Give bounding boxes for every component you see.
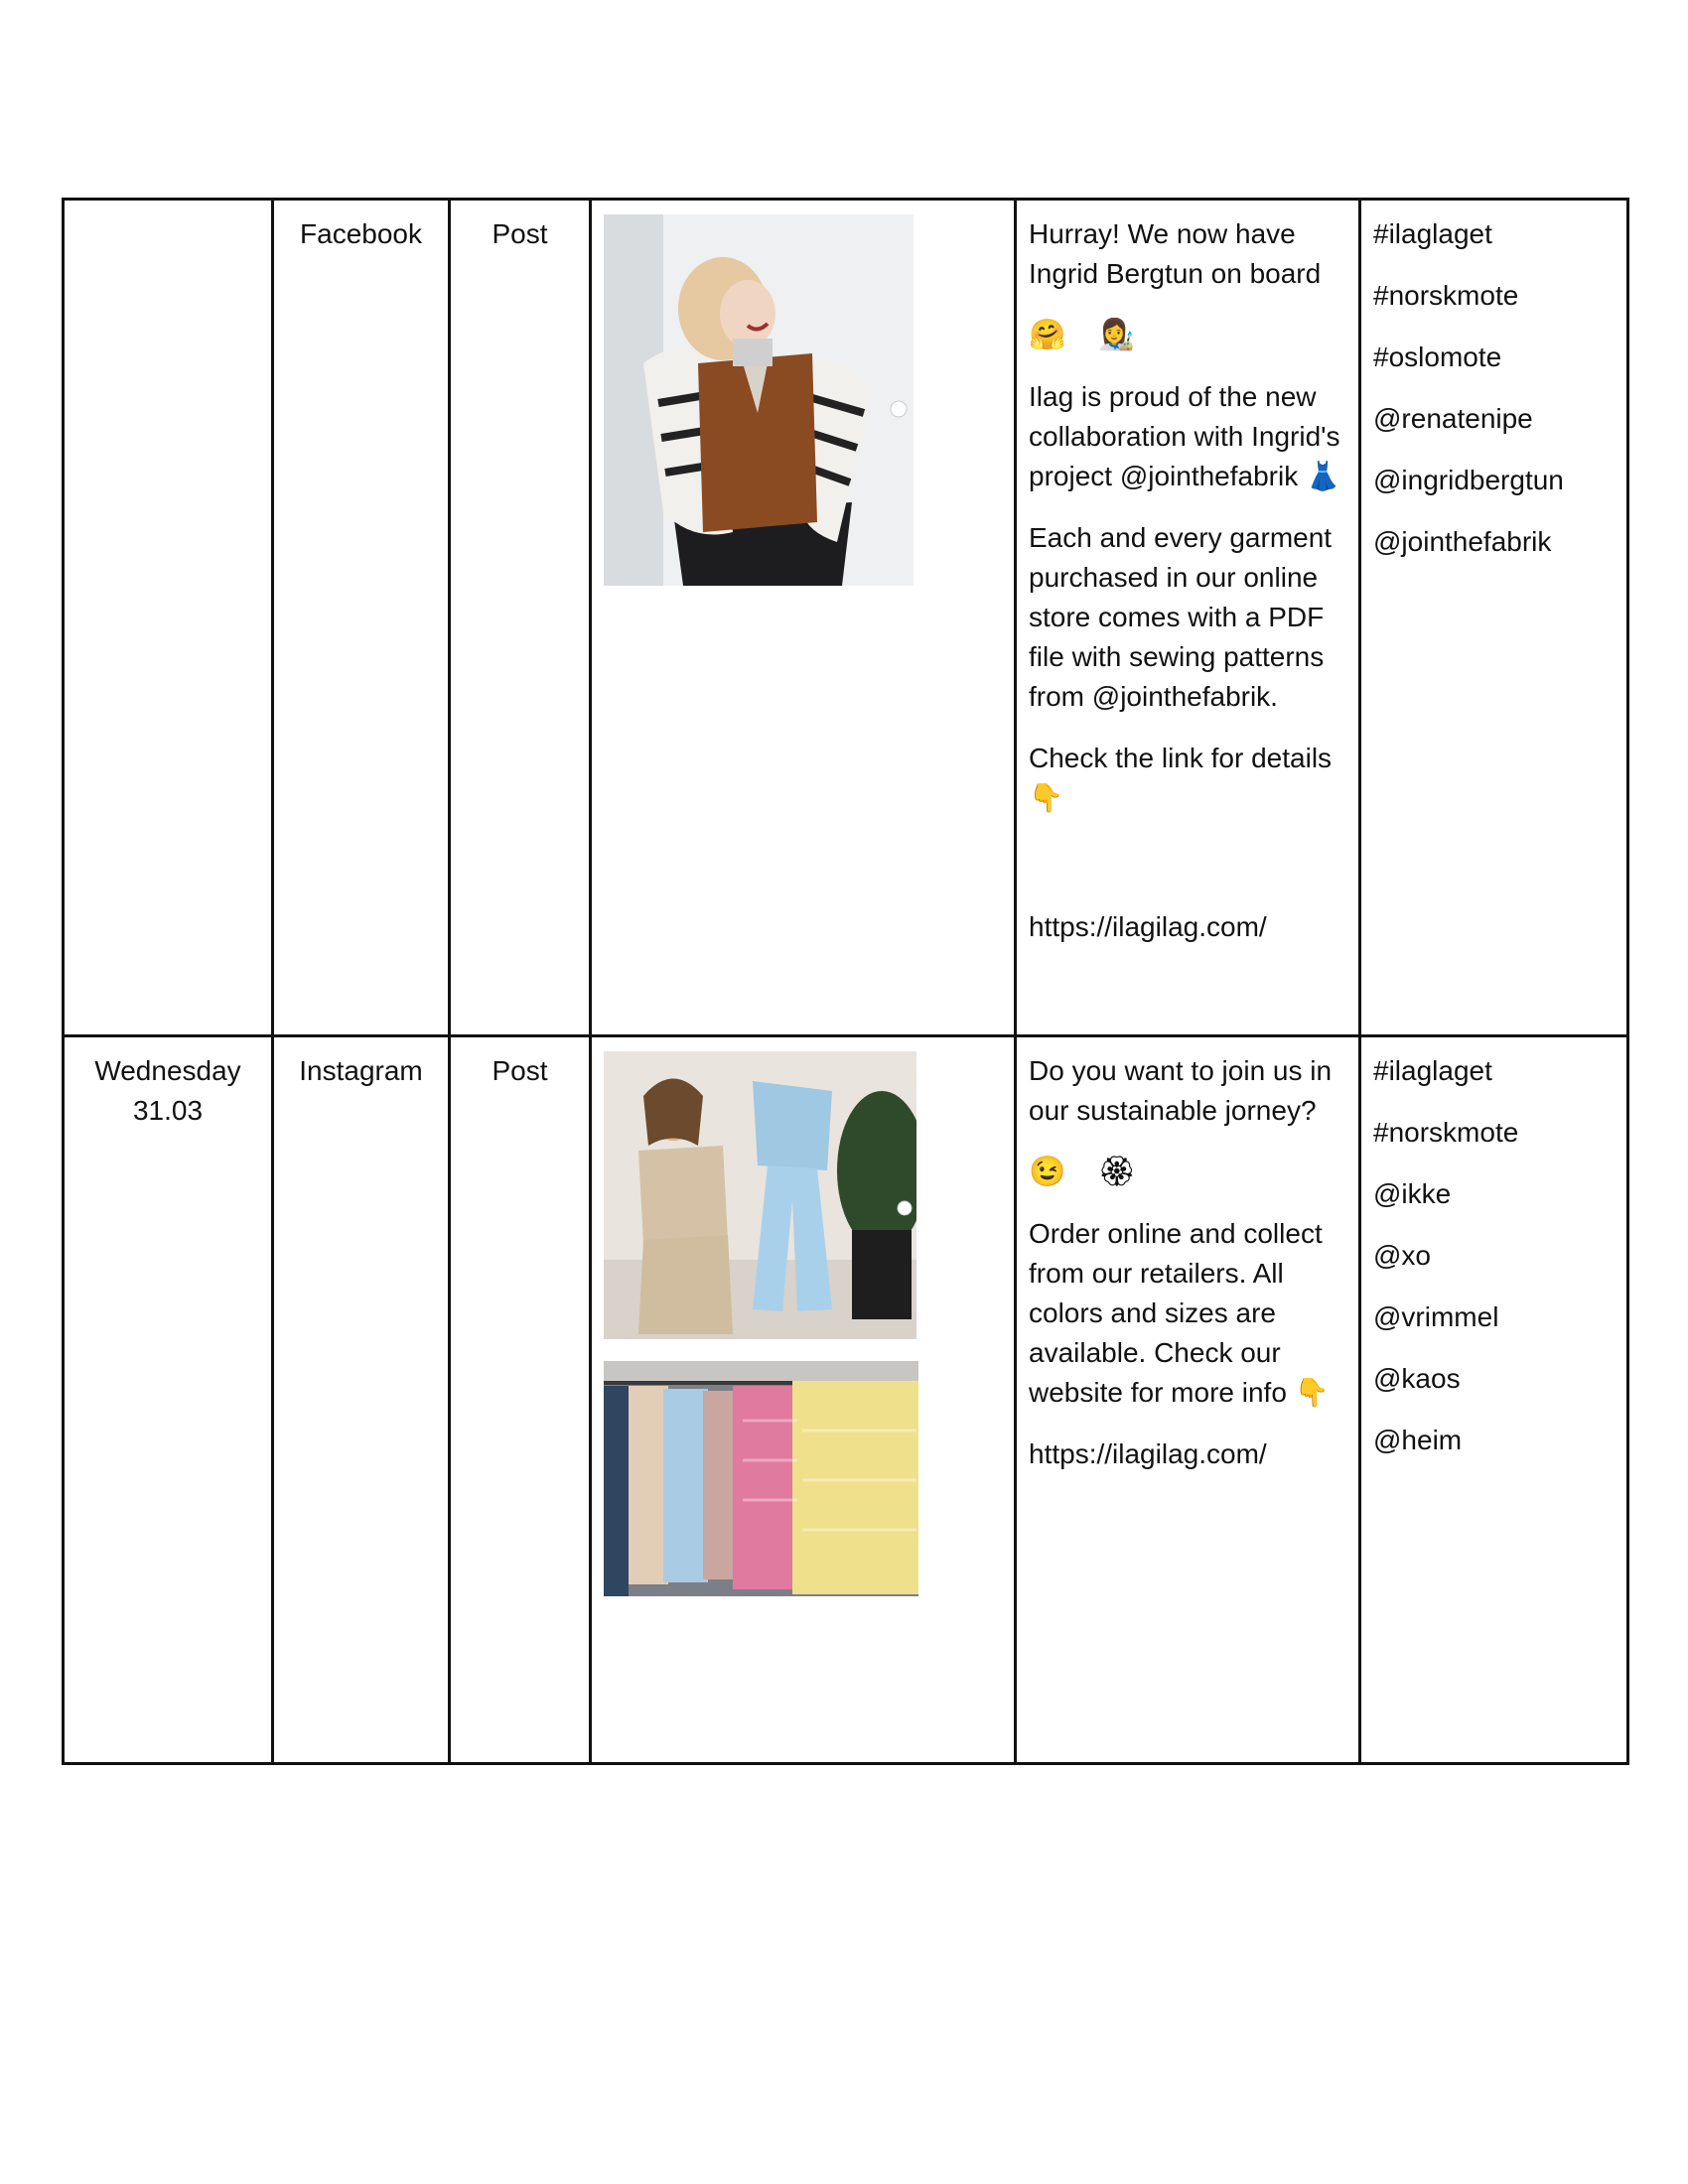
caption-cell: [1016, 1036, 1360, 1764]
mention: @xo: [1373, 1240, 1431, 1271]
mention: @heim: [1373, 1425, 1463, 1455]
hashtag: #oslomote: [1373, 341, 1502, 372]
hashtag: #ilaglaget: [1373, 218, 1492, 249]
type-cell: Post: [450, 1036, 591, 1764]
channel-cell: Facebook: [273, 200, 450, 1036]
day-cell: [64, 200, 273, 1036]
caption-cell: [1016, 200, 1360, 1036]
hashtags-cell: [1360, 200, 1628, 1036]
caption-headline: Hurray! We now have Ingrid Bergtun on board: [1029, 218, 1322, 289]
mention: @vrimmel: [1373, 1301, 1499, 1332]
hashtag: #ilaglaget: [1373, 1055, 1492, 1086]
hashtags-cell: [1360, 1036, 1628, 1764]
image-cell: [591, 1036, 1016, 1764]
post-photo: [604, 214, 914, 586]
caption-link[interactable]: https://ilagilag.com/: [1029, 911, 1267, 942]
mention: @kaos: [1373, 1363, 1461, 1394]
table-row: [64, 200, 1628, 1036]
image-cell: [591, 200, 1016, 1036]
mention: @ingridbergtun: [1373, 465, 1564, 495]
caption-paragraph: Order online and collect from our retailers. All colors and sizes are available. Check our website for more info 👇: [1029, 1218, 1330, 1408]
caption-link[interactable]: https://ilagilag.com/: [1029, 1438, 1267, 1469]
channel-cell: Instagram: [273, 1036, 450, 1764]
caption-paragraph: Check the link for details👇: [1029, 743, 1333, 813]
mention: @jointhefabrik: [1373, 526, 1552, 557]
content-plan-table: [62, 198, 1629, 1765]
caption-paragraph: Ilag is proud of the new collaboration with Ingrid's project @jointhefabrik 👗: [1029, 381, 1340, 491]
mention: @ikke: [1373, 1178, 1452, 1209]
caption-emojis: 🤗 👩‍🎨: [1029, 319, 1148, 351]
caption-emojis: 😉 🏵: [1029, 1156, 1148, 1188]
caption-paragraph: Each and every garment purchased in our online store comes with a PDF file with sewing patterns from @jointhefabrik.: [1029, 522, 1333, 712]
type-cell: Post: [450, 200, 591, 1036]
hashtag: #norskmote: [1373, 1117, 1519, 1148]
table-row: [64, 1036, 1628, 1764]
hashtag: #norskmote: [1373, 280, 1519, 311]
mention: @renatenipe: [1373, 403, 1533, 434]
post-photo: [604, 1051, 916, 1339]
caption-headline: Do you want to join us in our sustainable jorney?: [1029, 1055, 1333, 1126]
day-cell: Wednesday 31.03: [64, 1036, 273, 1764]
post-photo: [604, 1361, 918, 1596]
